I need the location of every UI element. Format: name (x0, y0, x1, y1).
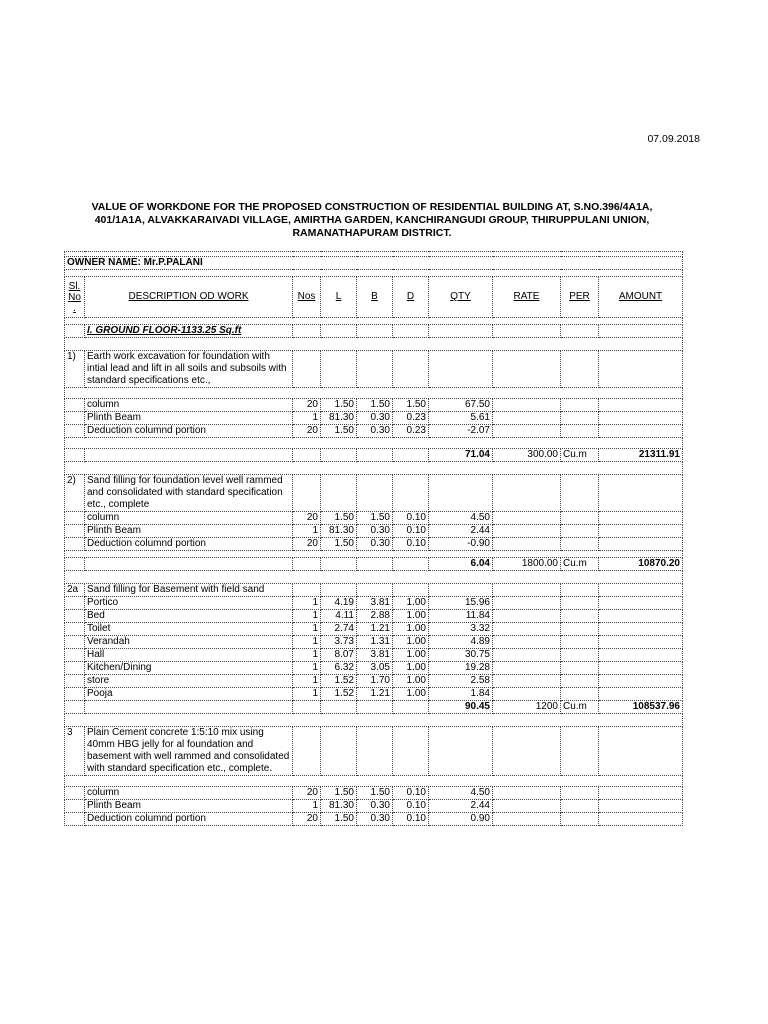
spacer-row (65, 714, 683, 727)
row-nos: 20 (293, 813, 321, 826)
spacer-row (65, 462, 683, 475)
row-qty: 15.96 (429, 597, 493, 610)
row-description: column (85, 512, 293, 525)
section-title: I. GROUND FLOOR-1133.25 Sq.ft (85, 325, 293, 338)
measurement-row (65, 649, 683, 662)
header-b: B (357, 277, 393, 318)
row-depth: 0.10 (393, 525, 429, 538)
measurement-row (65, 675, 683, 688)
total-row (65, 558, 683, 571)
total-row (65, 701, 683, 714)
item-number: 1) (65, 351, 85, 388)
item-number: 2a (65, 584, 85, 597)
row-breadth: 0.30 (357, 800, 393, 813)
row-qty: 4.89 (429, 636, 493, 649)
row-length: 1.52 (321, 675, 357, 688)
total-rate: 1200 (493, 701, 561, 714)
row-description: Deduction columnd portion (85, 813, 293, 826)
row-nos: 1 (293, 675, 321, 688)
row-depth: 1.00 (393, 649, 429, 662)
total-per: Cu.m (561, 449, 599, 462)
row-description: Deduction columnd portion (85, 425, 293, 438)
row-depth: 1.00 (393, 623, 429, 636)
row-length: 81.30 (321, 800, 357, 813)
row-nos: 1 (293, 649, 321, 662)
row-length: 3.73 (321, 636, 357, 649)
row-depth: 0.23 (393, 412, 429, 425)
row-depth: 0.10 (393, 800, 429, 813)
measurement-row (65, 800, 683, 813)
measurement-row (65, 662, 683, 675)
row-nos: 20 (293, 538, 321, 551)
total-row (65, 449, 683, 462)
measurement-row (65, 688, 683, 701)
row-qty: 67.50 (429, 399, 493, 412)
total-qty: 90.45 (429, 701, 493, 714)
row-qty: 11.84 (429, 610, 493, 623)
row-qty: 3.32 (429, 623, 493, 636)
row-breadth: 3.05 (357, 662, 393, 675)
row-nos: 1 (293, 610, 321, 623)
row-description: Deduction columnd portion (85, 538, 293, 551)
row-breadth: 1.70 (357, 675, 393, 688)
row-depth: 1.00 (393, 597, 429, 610)
row-qty: 30.75 (429, 649, 493, 662)
row-depth: 0.10 (393, 813, 429, 826)
row-length: 81.30 (321, 525, 357, 538)
row-description: Plinth Beam (85, 412, 293, 425)
row-nos: 1 (293, 623, 321, 636)
header-row (65, 277, 683, 318)
row-nos: 20 (293, 787, 321, 800)
row-breadth: 0.30 (357, 412, 393, 425)
row-nos: 1 (293, 636, 321, 649)
row-nos: 1 (293, 688, 321, 701)
header-d: D (393, 277, 429, 318)
item-description: Earth work excavation for foundation with intial lead and lift in all soils and subsoils with standard specifications etc., (85, 351, 293, 388)
item-description: Sand filling for Basement with field sand (85, 584, 293, 597)
row-depth: 0.23 (393, 425, 429, 438)
spacer-row (65, 438, 683, 449)
row-qty: 5.61 (429, 412, 493, 425)
row-breadth: 0.30 (357, 425, 393, 438)
row-breadth: 1.50 (357, 512, 393, 525)
row-nos: 1 (293, 662, 321, 675)
total-per: Cu.m (561, 558, 599, 571)
row-length: 1.50 (321, 538, 357, 551)
header-nos: Nos (293, 277, 321, 318)
row-depth: 1.00 (393, 610, 429, 623)
spacer-row (65, 338, 683, 351)
measurement-row (65, 610, 683, 623)
title-line: RAMANATHAPURAM DISTRICT. (292, 227, 452, 239)
row-description: Verandah (85, 636, 293, 649)
row-description: Kitchen/Dining (85, 662, 293, 675)
row-length: 1.50 (321, 813, 357, 826)
total-rate: 300.00 (493, 449, 561, 462)
total-amount: 108537.96 (599, 701, 683, 714)
row-breadth: 0.30 (357, 813, 393, 826)
document-date: 07.09.2018 (647, 133, 700, 145)
row-nos: 20 (293, 399, 321, 412)
title-line: VALUE OF WORKDONE FOR THE PROPOSED CONSTRUCTION OF RESIDENTIAL BUILDING AT, S.NO.396/4A1A, (91, 201, 653, 213)
section-row (65, 325, 683, 338)
row-qty: 4.50 (429, 787, 493, 800)
row-description: Portico (85, 597, 293, 610)
row-description: column (85, 787, 293, 800)
item-number: 2) (65, 475, 85, 512)
measurement-row (65, 525, 683, 538)
item-description-row (65, 727, 683, 776)
header-l: L (321, 277, 357, 318)
header-amount: AMOUNT (599, 277, 683, 318)
measurement-row (65, 412, 683, 425)
header-description: DESCRIPTION OD WORK (85, 277, 293, 318)
row-qty: 1.84 (429, 688, 493, 701)
item-description-row (65, 351, 683, 388)
row-description: Plinth Beam (85, 800, 293, 813)
measurement-row (65, 597, 683, 610)
owner-row (65, 257, 683, 270)
owner-name: OWNER NAME: Mr.P.PALANI (65, 257, 683, 270)
item-description-row (65, 584, 683, 597)
header-qty: QTY (429, 277, 493, 318)
row-depth: 1.50 (393, 399, 429, 412)
total-amount: 21311.91 (599, 449, 683, 462)
measurement-row (65, 512, 683, 525)
total-qty: 6.04 (429, 558, 493, 571)
spacer-row (65, 318, 683, 325)
row-qty: 4.50 (429, 512, 493, 525)
row-breadth: 0.30 (357, 525, 393, 538)
row-depth: 0.10 (393, 512, 429, 525)
item-description: Sand filling for foundation level well rammed and consolidated with standard specification etc., complete (85, 475, 293, 512)
row-qty: 2.58 (429, 675, 493, 688)
row-depth: 1.00 (393, 662, 429, 675)
header-slno: Sl. No . (65, 277, 85, 318)
row-length: 2.74 (321, 623, 357, 636)
row-breadth: 0.30 (357, 538, 393, 551)
spacer-row (65, 388, 683, 399)
measurement-row (65, 399, 683, 412)
row-qty: -2.07 (429, 425, 493, 438)
row-length: 4.11 (321, 610, 357, 623)
row-description: Bed (85, 610, 293, 623)
row-length: 1.50 (321, 787, 357, 800)
spacer-row (65, 776, 683, 787)
row-breadth: 3.81 (357, 597, 393, 610)
spacer-row (65, 571, 683, 584)
total-per: Cu.m (561, 701, 599, 714)
row-breadth: 1.21 (357, 688, 393, 701)
title-line: 401/1A1A, ALVAKKARAIVADI VILLAGE, AMIRTHA GARDEN, KANCHIRANGUDI GROUP, THIRUPPULANI UNION, (94, 214, 650, 226)
row-qty: 2.44 (429, 525, 493, 538)
row-length: 1.50 (321, 399, 357, 412)
row-nos: 20 (293, 512, 321, 525)
row-description: Pooja (85, 688, 293, 701)
total-amount: 10870.20 (599, 558, 683, 571)
row-description: Plinth Beam (85, 525, 293, 538)
row-qty: 19.28 (429, 662, 493, 675)
row-depth: 1.00 (393, 688, 429, 701)
row-nos: 1 (293, 412, 321, 425)
row-qty: 2.44 (429, 800, 493, 813)
row-nos: 1 (293, 597, 321, 610)
row-length: 6.32 (321, 662, 357, 675)
measurement-row (65, 636, 683, 649)
row-length: 81.30 (321, 412, 357, 425)
row-breadth: 2.88 (357, 610, 393, 623)
measurement-row (65, 425, 683, 438)
row-description: store (85, 675, 293, 688)
total-rate: 1800.00 (493, 558, 561, 571)
spacer-row (65, 270, 683, 277)
row-breadth: 3.81 (357, 649, 393, 662)
header-rate: RATE (493, 277, 561, 318)
row-breadth: 1.50 (357, 787, 393, 800)
row-nos: 20 (293, 425, 321, 438)
row-nos: 1 (293, 800, 321, 813)
measurement-row (65, 813, 683, 826)
spacer-row (65, 551, 683, 558)
measurement-row (65, 787, 683, 800)
row-depth: 0.10 (393, 787, 429, 800)
total-qty: 71.04 (429, 449, 493, 462)
document-title (60, 201, 684, 240)
row-depth: 0.10 (393, 538, 429, 551)
item-description: Plain Cement concrete 1:5:10 mix using 40mm HBG jelly for al foundation and basement with well rammed and consolidated with standard specification etc., complete. (85, 727, 293, 776)
row-description: Hall (85, 649, 293, 662)
row-length: 1.52 (321, 688, 357, 701)
measurement-row (65, 623, 683, 636)
row-length: 1.50 (321, 512, 357, 525)
row-length: 1.50 (321, 425, 357, 438)
header-per: PER (561, 277, 599, 318)
row-breadth: 1.50 (357, 399, 393, 412)
row-length: 4.19 (321, 597, 357, 610)
row-description: Toilet (85, 623, 293, 636)
row-qty: 0.90 (429, 813, 493, 826)
item-description-row (65, 475, 683, 512)
workdone-table (64, 251, 683, 826)
row-depth: 1.00 (393, 675, 429, 688)
row-breadth: 1.31 (357, 636, 393, 649)
measurement-row (65, 538, 683, 551)
row-nos: 1 (293, 525, 321, 538)
row-qty: -0.90 (429, 538, 493, 551)
row-breadth: 1.21 (357, 623, 393, 636)
item-number: 3 (65, 727, 85, 776)
row-depth: 1.00 (393, 636, 429, 649)
row-description: column (85, 399, 293, 412)
row-length: 8.07 (321, 649, 357, 662)
